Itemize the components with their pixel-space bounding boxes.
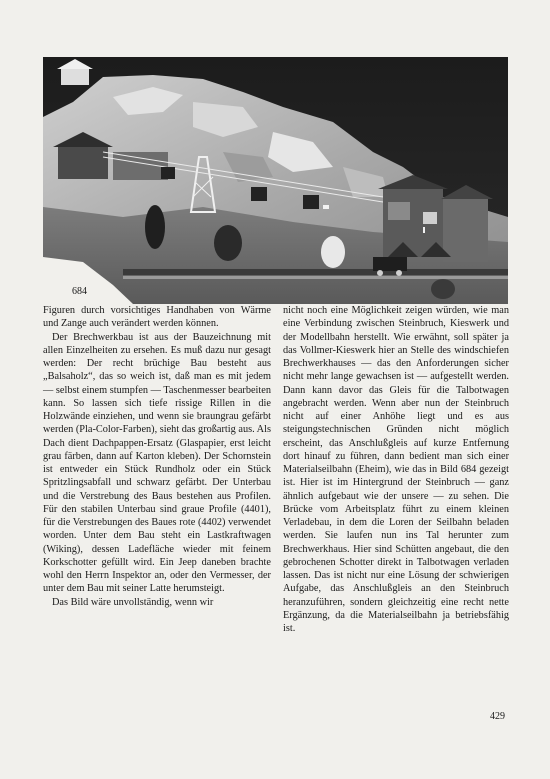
figure-number: 684 xyxy=(72,286,87,297)
paragraph: nicht noch eine Möglichkeit zeigen würden, wie man eine Verbindung zwischen Steinbruch, Kieswerk und der Modellbahn herstellt. Wie erwähnt, soll später ja das Vollmer-Kieswerk hier an Stelle des windschiefen Brechwerkhauses — das den Anforderungen sicher nicht mehr lange gewachsen ist — aufgestellt werden. Dann kann davor das Gleis für die Talbotwagen angebracht werden. Wenn aber nun der Steinbruch nicht auf einer Anhöhe liegt und es aus steigungstechnischen Gründen nicht möglich erscheint, das Anschlußgleis auf kurze Entfernung dort hinauf zu führen, dann bedient man sich einer Materialseilbahn (Eheim), wie das in Bild 684 gezeigt ist. Hier ist im Hintergrund der Steinbruch — ganz ähnlich aufgebaut wie der unsere — zu sehen. Die Brücke vom Arbeitsplatz führt zu einem kleinen Verladebau, in dem die Loren der Seilbahn beladen werden. Sie laufen nun ins Tal herunter zum Brechwerkhaus. Hier sind Schütten angebaut, die den gebrochenen Schotter direkt in Talbotwagen verladen lassen. Das ist nicht nur eine Lösung der schwierigen Aufgabe, das Anschlußgleis an den Steinbruch heranzuführen, sondern gleichzeitig eine recht nette Ergänzung, da die Materialseilbahn ja betriebsfähig ist. xyxy=(283,305,509,634)
paragraph: Der Brechwerkbau ist aus der Bauzeichnung mit allen Einzelheiten zu ersehen. Es muß dazu nur gesagt werden: Der recht brüchige Bau besteht aus „Balsaholz“, das so weich ist, daß man es mit jedem — selbst einem stumpfen — Taschenmesser bearbeiten kann. So lassen sich tiefe rissige Rillen in die Holzwände einziehen, und wenn sie braungrau gefärbt werden (Pla-Color-Farben), sieht das großartig aus. Als Dach dient Dachpappen-Ersatz (Glaspapier, erst leicht grau färben, dann auf Karton kleben). Der Schornstein ist entweder ein Stück Rundholz oder ein Stück Spritzlingsabfall und schwarz gefärbt. Der Unterbau und die Verstrebung des Baus bestehen aus Profilen. Für den stabilen Unterbau sind graue Profile (4401), für die Verstrebungen des Baues rote (4402) verwendet worden. Unter dem Bau steht ein Lastkraftwagen (Wiking), dessen Ladefläche wieder mit feinem Korkschotter gefüllt wird. Ein Jeep daneben brachte wohl den Herrn Inspektor an, oder den Vermesser, der unter dem Bau mit seiner Latte herumsteigt. xyxy=(43,331,271,595)
figure-photo xyxy=(43,57,508,304)
model-railway-photo-icon xyxy=(43,57,508,304)
paragraph: Das Bild wäre unvollständig, wenn wir xyxy=(52,596,214,608)
left-text-column xyxy=(43,304,271,609)
page-number: 429 xyxy=(490,711,505,722)
right-text-column xyxy=(283,304,509,635)
paragraph: Figuren durch vorsichtiges Handhaben von Wärme und Zange auch verändert werden können. xyxy=(43,305,271,330)
